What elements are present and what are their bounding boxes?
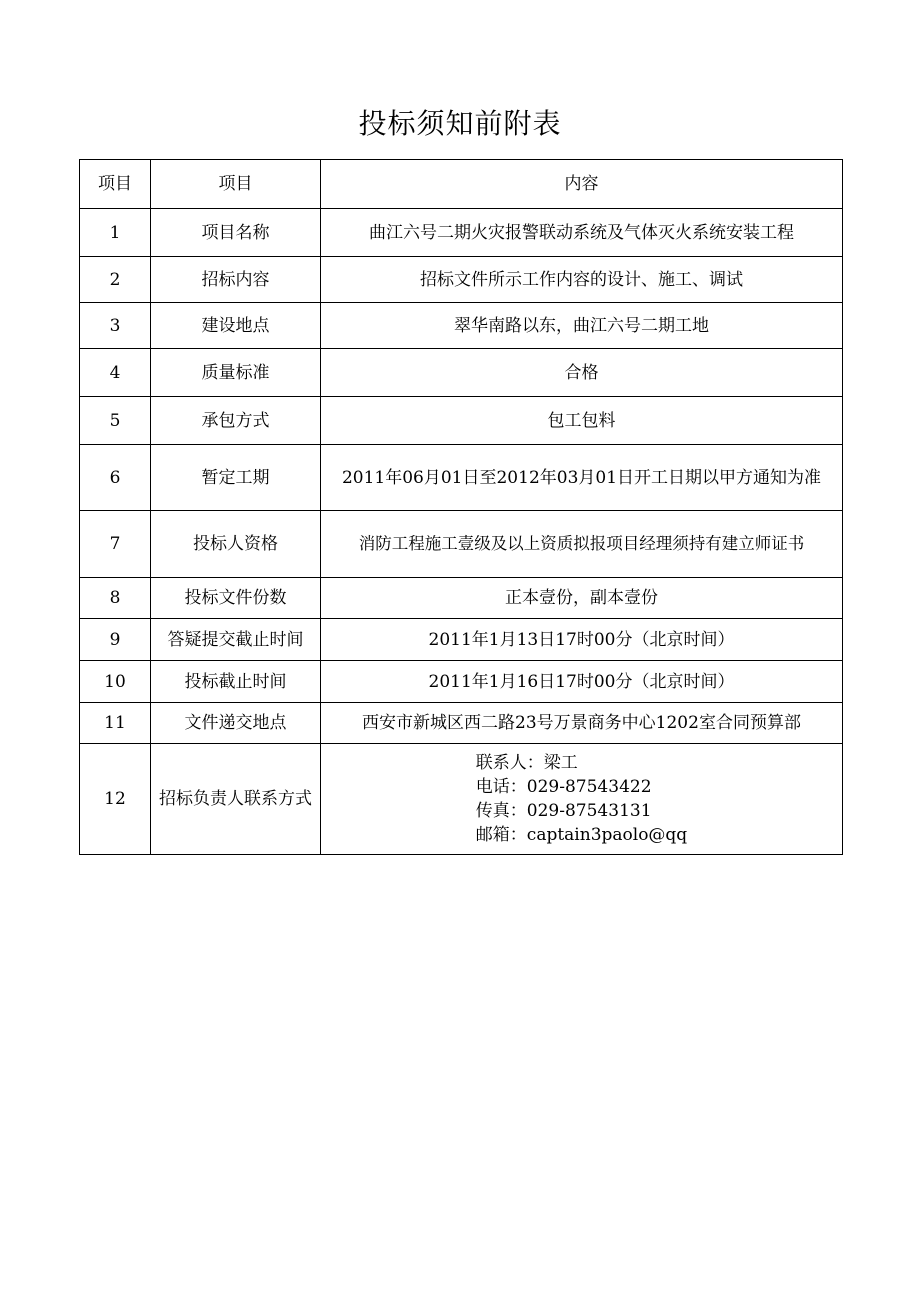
row-content: 西安市新城区西二路23号万景商务中心1202室合同预算部: [321, 703, 843, 744]
table-row: [80, 209, 843, 257]
row-content: 翠华南路以东，曲江六号二期工地: [321, 303, 843, 349]
header-cell-content: 内容: [321, 160, 843, 209]
row-number: 2: [80, 257, 151, 303]
table-header-row: [80, 160, 843, 209]
row-item: 投标截止时间: [151, 661, 321, 703]
table-row: [80, 257, 843, 303]
row-item: 投标人资格: [151, 511, 321, 578]
row-content: 2011年06月01日至2012年03月01日开工日期以甲方通知为准: [321, 445, 843, 511]
row-content: 曲江六号二期火灾报警联动系统及气体灭火系统安装工程: [321, 209, 843, 257]
row-content: 消防工程施工壹级及以上资质拟报项目经理须持有建立师证书: [321, 511, 843, 578]
row-number: 6: [80, 445, 151, 511]
contact-email: 邮箱：captain3paolo@qq: [475, 825, 688, 845]
header-cell-number: 项目: [80, 160, 151, 209]
table-row: [80, 661, 843, 703]
row-item: 答疑提交截止时间: [151, 619, 321, 661]
row-number: 4: [80, 349, 151, 397]
row-number: 5: [80, 397, 151, 445]
row-number: 9: [80, 619, 151, 661]
row-item: 文件递交地点: [151, 703, 321, 744]
row-item: 建设地点: [151, 303, 321, 349]
row-item: 招标内容: [151, 257, 321, 303]
header-cell-item: 项目: [151, 160, 321, 209]
row-item: 暂定工期: [151, 445, 321, 511]
row-item: 承包方式: [151, 397, 321, 445]
row-content: 包工包料: [321, 397, 843, 445]
row-number: 12: [80, 744, 151, 855]
table-row: [80, 619, 843, 661]
contact-fax: 传真：029-87543131: [475, 801, 652, 821]
row-number: 7: [80, 511, 151, 578]
row-item: 招标负责人联系方式: [151, 744, 321, 855]
row-content: 2011年1月16日17时00分（北京时间）: [321, 661, 843, 703]
row-item: 投标文件份数: [151, 578, 321, 619]
row-content: 合格: [321, 349, 843, 397]
row-content: 2011年1月13日17时00分（北京时间）: [321, 619, 843, 661]
bid-info-table: [79, 159, 843, 855]
table-row: [80, 349, 843, 397]
row-item: 项目名称: [151, 209, 321, 257]
row-content: 招标文件所示工作内容的设计、施工、调试: [321, 257, 843, 303]
row-number: 3: [80, 303, 151, 349]
table-row: [80, 445, 843, 511]
table-row: [80, 578, 843, 619]
table-row: [80, 397, 843, 445]
contact-block: [476, 751, 687, 847]
table-row: [80, 511, 843, 578]
table-row-contact: [80, 744, 843, 855]
row-item: 质量标准: [151, 349, 321, 397]
page-title: 投标须知前附表: [358, 107, 562, 140]
row-number: 11: [80, 703, 151, 744]
row-number: 1: [80, 209, 151, 257]
contact-person: 联系人：梁工: [475, 753, 578, 773]
row-number: 10: [80, 661, 151, 703]
row-content: 正本壹份，副本壹份: [321, 578, 843, 619]
table-row: [80, 703, 843, 744]
row-content-contact: [321, 744, 843, 855]
contact-phone: 电话：029-87543422: [475, 777, 652, 797]
row-number: 8: [80, 578, 151, 619]
table-row: [80, 303, 843, 349]
